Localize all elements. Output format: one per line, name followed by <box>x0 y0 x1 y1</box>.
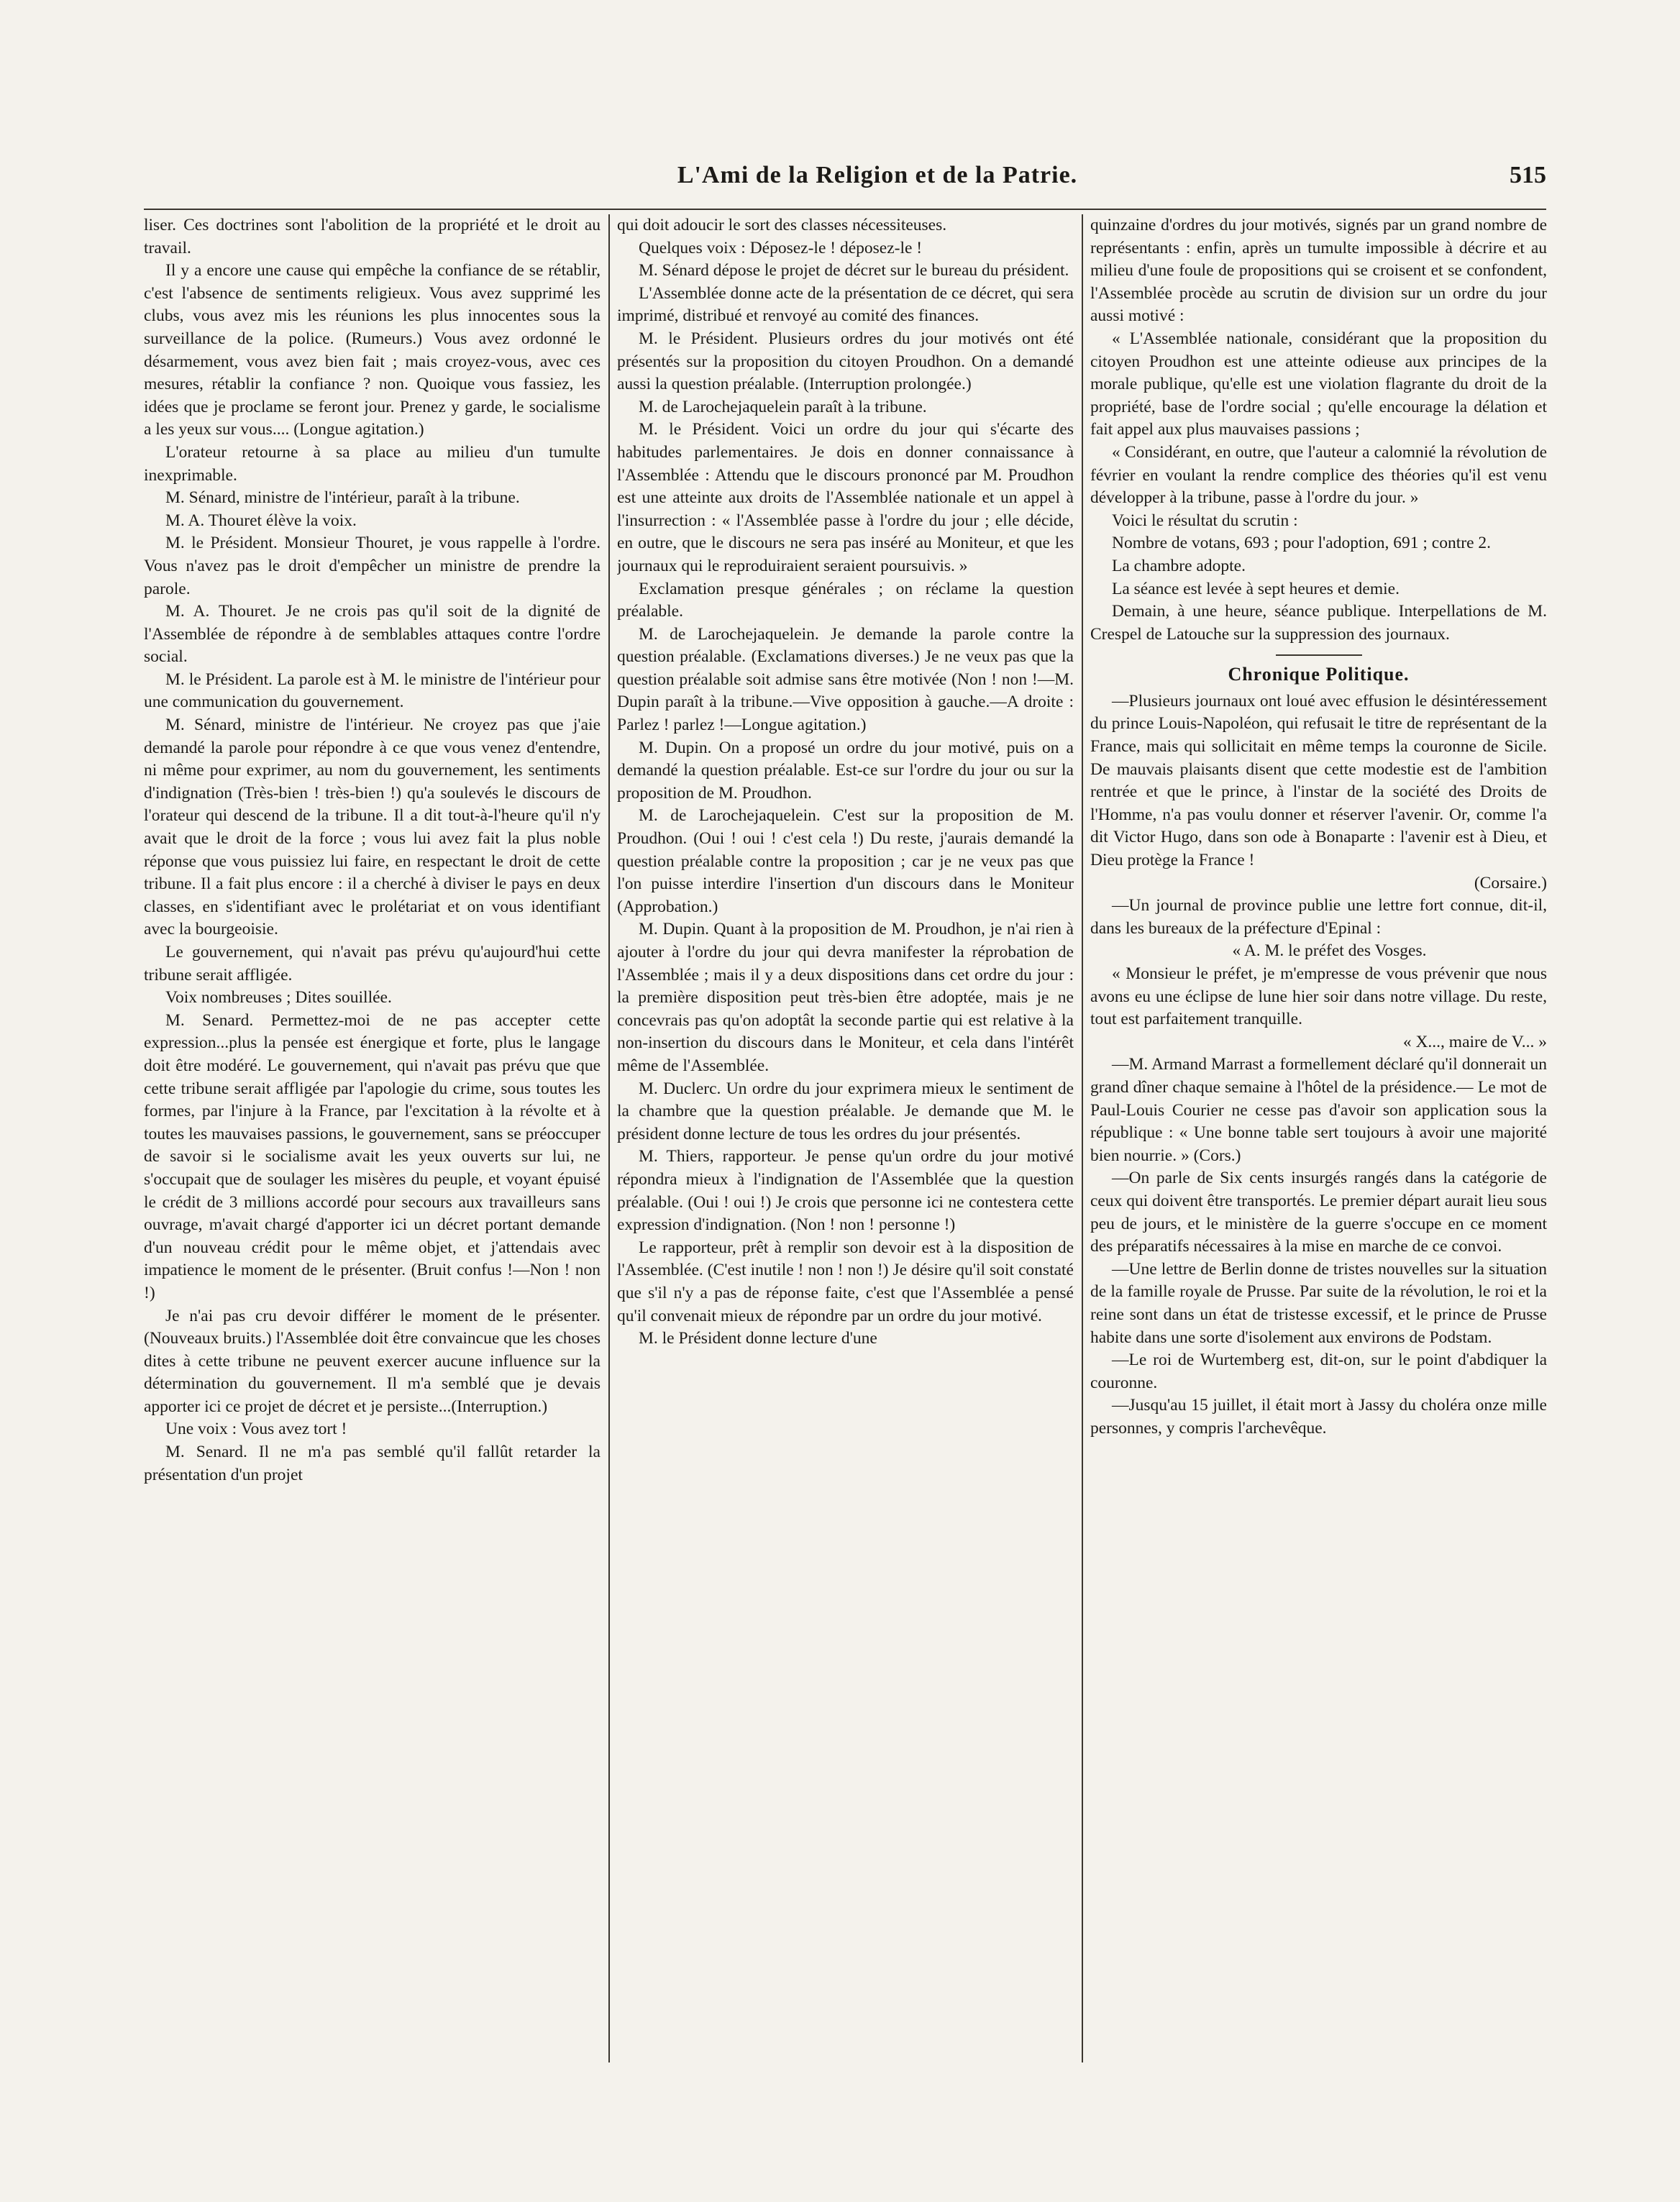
letter-signature: « X..., maire de V... » <box>1402 1032 1547 1051</box>
paragraph: —On parle de Six cents insurgés rangés dans la catégorie de ceux qui doivent être transportés. Le premier départ aurait lieu sous peu de jours, et le ministère de la guerre s'occupe en ce moment des préparatifs nécessaires à la mise en marche de ce convoi. <box>1090 1169 1547 1256</box>
paragraph: M. le Président. Monsieur Thouret, je vous rappelle à l'ordre. Vous n'avez pas le droit d'empêcher un ministre de prendre la parole. <box>144 534 601 598</box>
paragraph: M. de Larochejaquelein. C'est sur la proposition de M. Proudhon. (Oui ! oui ! c'est cela !) Du reste, j'aurais demandé la question préalable contre la proposition ; car je ne veux pas que l'on puisse interdire l'insertion d'un discours dans le Moniteur (Approbation.) <box>617 806 1074 916</box>
paragraph: Voici le résultat du scrutin : <box>1112 511 1298 530</box>
section-title: Chronique Politique. <box>1228 664 1410 685</box>
paragraph: M. Sénard, ministre de l'intérieur, paraît à la tribune. <box>165 488 520 508</box>
paragraph: Le rapporteur, prêt à remplir son devoir est à la disposition de l'Assemblée. (C'est inutile ! non ! non !) Je désire qu'il soit constaté que s'il n'y a pas de réponse faite, c'est que l'Assemblée a pensé qu'il convenait mieux de répondre par un ordre du jour motivé. <box>617 1238 1074 1325</box>
paragraph: M. Senard. Permettez-moi de ne pas accepter cette expression...plus la pensée est énergique et forte, plus le langage doit être modéré. Le gouvernement, qui n'avait pas prévu que que cette tribune serait affligée par l'apologie du crime, sous toutes les formes, par l'injure à la France, par l'excitation à la révolte et à toutes les mauvaises passions, le gouvernement, sans se préoccuper de savoir si le socialisme avait les yeux ouverts sur lui, ne s'occupait que de soulager les misères du peuple, et voyant épuisé le crédit de 3 millions accordé pour secours aux travailleurs sans ouvrage, m'avait chargé d'apporter ici un décret portant demande d'un nouveau crédit pour le même objet, et j'attendais avec impatience le moment de le présenter. (Bruit confus !—Non ! non !) <box>144 1010 601 1302</box>
column-1 <box>144 214 601 2062</box>
paragraph: « Monsieur le préfet, je m'empresse de vous prévenir que nous avons eu une éclipse de lune hier soir dans notre village. Du reste, tout est parfaitement tranquille. <box>1090 964 1547 1029</box>
paragraph: M. le Président donne lecture d'une <box>639 1329 877 1348</box>
paragraph: Le gouvernement, qui n'avait pas prévu qu'aujourd'hui cette tribune serait affligée. <box>144 943 601 984</box>
paragraph: M. Dupin. Quant à la proposition de M. Proudhon, je n'ai rien à ajouter à l'ordre du jour qui devra manifester la réprobation de l'Assemblée ; mais il y a deux dispositions dans cet ordre du jour : la première disposition peut très-bien être adoptée, mais je ne concevrais pas qu'on adoptât la seconde partie qui est relative à la non-insertion du discours dans le Moniteur, et cela dans l'intérêt même de l'Assemblée. <box>617 920 1074 1075</box>
article-columns <box>144 214 1546 2062</box>
newspaper-title: L'Ami de la Religion et de la Patrie. <box>677 162 1078 188</box>
paragraph: —Une lettre de Berlin donne de tristes nouvelles sur la situation de la famille royale de Prusse. Par suite de la révolution, le roi et la reine sont dans un état de tristesse excessif, et le prince de Prusse habite dans une sorte d'isolement aux environs de Podstam. <box>1090 1259 1547 1347</box>
header-rule <box>144 209 1546 210</box>
paragraph: M. Senard. Il ne m'a pas semblé qu'il fallût retarder la présentation d'un projet <box>144 1443 601 1484</box>
source-attribution: (Corsaire.) <box>1474 873 1547 892</box>
paragraph: Nombre de votans, 693 ; pour l'adoption, 691 ; contre 2. <box>1112 534 1492 553</box>
paragraph: Voix nombreuses ; Dites souillée. <box>165 988 392 1008</box>
paragraph: L'orateur retourne à sa place au milieu d'un tumulte inexprimable. <box>144 442 601 485</box>
column-3 <box>1090 214 1547 2062</box>
letter-address: « A. M. le préfet des Vosges. <box>1232 941 1427 961</box>
paragraph: —Un journal de province publie une lettre fort connue, dit-il, dans les bureaux de la préfecture d'Epinal : <box>1090 896 1547 938</box>
paragraph: M. de Larochejaquelein. Je demande la parole contre la question préalable. (Exclamations diverses.) Je ne veux pas que la question préalable soit admise sans être motivée (Non ! non !—M. Dupin paraît à la tribune.—Vive opposition à gauche.—A droite : Parlez ! parlez !—Longue agitation.) <box>617 624 1074 735</box>
paragraph: M. le Président. Voici un ordre du jour qui s'écarte des habitudes parlementaires. Je dois en donner connaissance à l'Assemblée : Attendu que le discours prononcé par M. Proudhon est une atteinte aux droits de l'Assemblée nationale et un appel à l'insurrection : « l'Assemblée passe à l'ordre du jour ; elle décide, en outre, que le discours ne sera pas inséré au Moniteur, et que les journaux qui le reproduiraient seraient poursuivis. » <box>617 420 1074 575</box>
section-divider <box>1276 654 1362 656</box>
paragraph: M. A. Thouret élève la voix. <box>165 511 357 530</box>
paragraph: M. Dupin. On a proposé un ordre du jour motivé, puis on a demandé la question préalable. Est-ce sur l'ordre du jour ou sur la proposition de M. Proudhon. <box>617 738 1074 803</box>
column-2 <box>617 214 1074 2062</box>
paragraph: —M. Armand Marrast a formellement déclaré qu'il donnerait un grand dîner chaque semaine à l'hôtel de la présidence.— Le mot de Paul-Louis Courier ne cesse pas d'avoir son application sous la république : « Une bonne table sert toujours à avoir une majorité bien nourrie. » (Cors.) <box>1090 1055 1547 1165</box>
paragraph: Je n'ai pas cru devoir différer le moment de le présenter. (Nouveaux bruits.) l'Assemblée doit être convaincue que les choses dites à cette tribune ne peuvent exercer aucune influence sur la détermination du gouvernement. Il m'a semblé que je devais apporter ici ce projet de décret et je persiste...(Interruption.) <box>144 1306 601 1416</box>
paragraph: M. le Président. Plusieurs ordres du jour motivés ont été présentés sur la proposition du citoyen Proudhon. On a demandé aussi la question préalable. (Interruption prolongée.) <box>617 329 1074 394</box>
paragraph: M. Duclerc. Un ordre du jour exprimera mieux le sentiment de la chambre que la question préalable. Je demande que M. le président donne lecture de tous les ordres du jour présentés. <box>617 1079 1074 1143</box>
paragraph: Quelques voix : Déposez-le ! déposez-le ! <box>639 238 923 257</box>
paragraph: quinzaine d'ordres du jour motivés, signés par un grand nombre de représentants : enfin, après un tumulte impossible à décrire et au milieu d'une foule de propositions qui se croisent et se confondent, l'Assemblée procède au scrutin de division sur un ordre du jour aussi motivé : <box>1090 216 1547 326</box>
paragraph: Demain, à une heure, séance publique. Interpellations de M. Crespel de Latouche sur la suppression des journaux. <box>1090 602 1547 644</box>
paragraph: —Jusqu'au 15 juillet, il était mort à Jassy du choléra onze mille personnes, y compris l'archevêque. <box>1090 1396 1547 1438</box>
page-number: 515 <box>1510 162 1546 188</box>
paragraph: qui doit adoucir le sort des classes nécessiteuses. <box>617 216 947 234</box>
paragraph: « L'Assemblée nationale, considérant que la proposition du citoyen Proudhon est une atteinte odieuse aux principes de la morale publique, qu'elle est une violation flagrante du droit de la propriété, base de l'ordre social ; qu'elle encourage la délation et fait appel aux plus mauvaises passions ; <box>1090 329 1547 439</box>
paragraph: M. de Larochejaquelein paraît à la tribune. <box>639 397 927 416</box>
paragraph: —Le roi de Wurtemberg est, dit-on, sur le point d'abdiquer la couronne. <box>1090 1351 1547 1392</box>
paragraph: Exclamation presque générales ; on réclame la question préalable. <box>617 579 1074 621</box>
paragraph: Il y a encore une cause qui empêche la confiance de se rétablir, c'est l'absence de sentiments religieux. Vous avez supprimé les clubs, vous avez mis les réunions les plus innocentes sous la surveillance de la police. (Rumeurs.) Vous avez ordonné le désarmement, vous avez bien fait ; mais croyez-vous, avec ces mesures, rétablir la confiance ? non. Quoique vous fassiez, les idées que je proclame se feront jour. Prenez y garde, le socialisme a les yeux sur vous.... (Longue agitation.) <box>144 261 601 439</box>
paragraph: La séance est levée à sept heures et demie. <box>1112 579 1400 598</box>
page-header <box>144 162 1546 205</box>
paragraph: La chambre adopte. <box>1112 556 1246 575</box>
paragraph: M. le Président. La parole est à M. le ministre de l'intérieur pour une communication du gouvernement. <box>144 670 601 712</box>
paragraph: liser. Ces doctrines sont l'abolition de la propriété et le droit au travail. <box>144 216 601 257</box>
paragraph: M. Thiers, rapporteur. Je pense qu'un ordre du jour motivé répondra mieux à l'indignation de l'Assemblée que la question préalable. (Oui ! oui !) Je crois que personne ici ne contestera cette expression d'indignation. (Non ! non ! personne !) <box>617 1147 1074 1235</box>
paragraph: Une voix : Vous avez tort ! <box>165 1420 347 1439</box>
paragraph: L'Assemblée donne acte de la présentation de ce décret, qui sera imprimé, distribué et renvoyé au comité des finances. <box>617 283 1074 326</box>
paragraph: M. Sénard dépose le projet de décret sur le bureau du président. <box>639 261 1069 280</box>
paragraph: M. A. Thouret. Je ne crois pas qu'il soit de la dignité de l'Assemblée de répondre à de semblables attaques contre l'ordre social. <box>144 602 601 667</box>
paragraph: M. Sénard, ministre de l'intérieur. Ne croyez pas que j'aie demandé la parole pour répondre à ce que vous venez d'entendre, ni même pour exprimer, au nom du gouvernement, les sentiments d'indignation (Très-bien ! très-bien !) qu'a soulevés le discours de l'orateur qui descend de la tribune. Il a dit tout-à-l'heure qu'il n'y avait que le droit de la force ; vous lui avez fait la plus noble réponse que vous puissiez lui faire, en respectant le droit de cette tribune. Il a fait plus encore : il a cherché à diviser le pays en deux classes, en s'identifiant avec le prolétariat et on vous identifiant avec la bourgeoisie. <box>144 716 601 939</box>
paragraph: —Plusieurs journaux ont loué avec effusion le désintéressement du prince Louis-Napoléon, qui refusait le titre de représentant de la France, mais qui sollicitait en même temps la couronne de Sicile. De mauvais plaisants disent que cette modestie est de l'ambition rentrée et que le prince, à l'instar de la société des Droits de l'Homme, n'a pas voulu donner et réserver l'avenir. Or, comme l'a dit Victor Hugo, dans son ode à Bonaparte : l'avenir est à Dieu, et Dieu protège la France ! <box>1090 691 1547 870</box>
paragraph: « Considérant, en outre, que l'auteur a calomnié la révolution de février en voulant la rendre complice des théories qu'il est venu développer à la tribune, passe à l'ordre du jour. » <box>1090 442 1547 508</box>
